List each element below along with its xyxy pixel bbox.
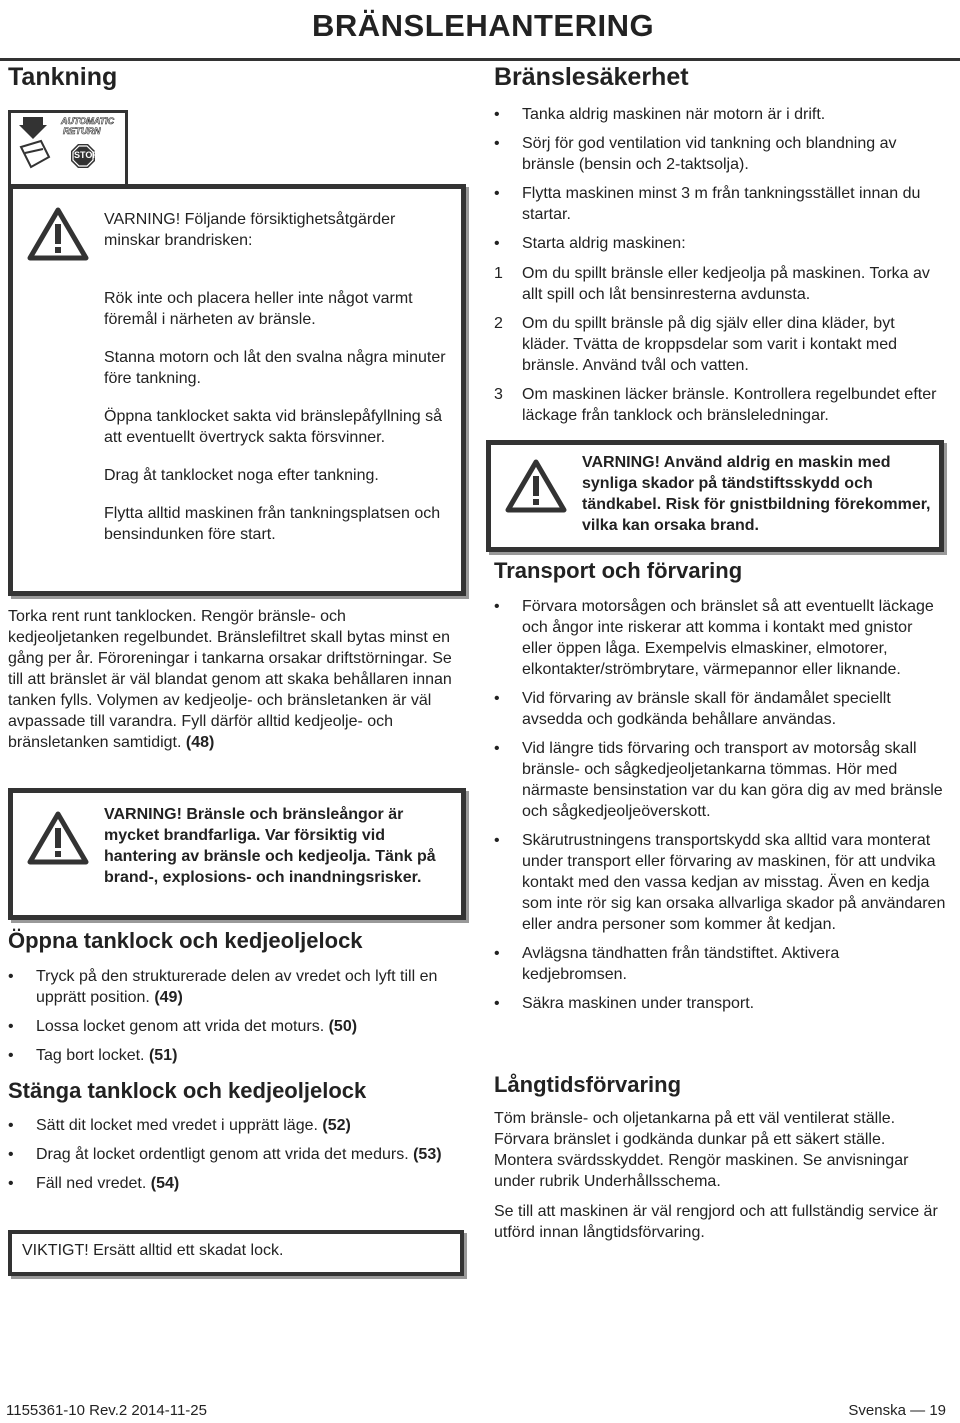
transport-list [494,596,946,1022]
numbered-item: 3 Om maskinen läcker bränsle. Kontrollera regelbundet efter läckage från tanklock och bränsleledningar. [494,386,937,424]
page-number: 19 [929,1402,946,1419]
return-label: RETURN [63,126,101,136]
safety-numbered-list [494,263,946,434]
language-label: Svenska [848,1402,906,1419]
fuel-warning-text: VARNING! Bränsle och bränsleångor är mycket brandfarliga. Var försiktig vid hantering av bränsle och kedjeolja. Tänk på brand-, explosions- och inandningsrisker. [104,806,436,886]
warning-item: Öppna tanklocket sakta vid bränslepåfyllning så att eventuellt övertryck sakta försvinner. [104,408,442,446]
warning-triangle-icon [27,207,89,261]
important-note: VIKTIGT! Ersätt alltid ett skadat lock. [22,1242,284,1259]
list-item: • Starta aldrig maskinen: [494,233,946,254]
list-item: • Avlägsna tändhatten från tändstiftet. Aktivera kedjebromsen. [494,943,946,985]
list-item: • Tag bort locket. (51) [8,1045,464,1066]
list-item: • Vid längre tids förvaring och transport av motorsåg skall bränsle- och sågkedjeoljetankarna tömmas. Hör med närmaste bensinstation var du kan göra dig av med bränsle och sågkedjeoljeöverskott. [494,738,946,822]
stop-label: STOP [74,150,99,160]
list-item: • Drag åt locket ordentligt genom att vrida det medurs. (53) [8,1144,464,1165]
list-item: • Vid förvaring av bränsle skall för ändamålet speciellt avsedda och godkända behållare användas. [494,688,946,730]
warning-triangle-icon [27,811,89,865]
section-title-safety: Bränslesäkerhet [494,63,689,91]
right-column [494,60,946,1241]
section-title-open-caps: Öppna tanklock och kedjeoljelock [8,928,363,953]
document-id: 1155361-10 Rev.2 2014-11-25 [6,1402,207,1419]
tankning-body-text: Torka rent runt tanklocken. Rengör bränsle- och kedjeoljetanken regelbundet. Bränslefiltret skall bytas minst en gång per år. Föroreningar i tankarna orsakar driftstörningar. Se till att bränslet är väl blandat genom att skaka behållaren innan tanken fylls. Volymen av kedjeolje- och bränsletanken är väl avpassade till varandra. Fyll därför alltid kedjeolje- och bränsletanken samtidigt. [8,608,452,751]
page-header-title: BRÄNSLEHANTERING [312,8,655,43]
figure-ref: (48) [185,734,215,751]
list-item: • Skärutrustningens transportskydd ska alltid vara monterat under transport eller förvaring av maskinen, för att undvika kontakt med den vassa kedjan av misstag. Även en kedja som inte rör sig kan orsaka allvarliga skador på användaren eller andra personer som kommer åt kedjan. [494,830,946,935]
section-title-transport: Transport och förvaring [494,558,743,583]
spark-warning-box [486,440,944,552]
warning-item: Rök inte och placera heller inte något varmt föremål i närheten av bränsle. [104,290,413,328]
warning-item: Drag åt tanklocket noga efter tankning. [104,467,379,484]
list-item: • Förvara motorsågen och bränslet så att eventuellt läckage och ångor inte riskerar att komma i kontakt med gnistor eller öppen låga. Exempelvis elmaskiner, elmotorer, elkontakter/strömbrytare, värmepannor eller liknande. [494,596,946,680]
numbered-item: 1 Om du spillt bränsle eller kedjeolja på maskinen. Torka av allt spill och låt bensinresterna avdunsta. [494,265,930,303]
automatic-label: AUTOMATIC [61,116,115,126]
fuel-warning-box [8,788,466,920]
section-title-close-caps: Stänga tanklock och kedjeoljelock [8,1078,367,1103]
section-title-tankning: Tankning [8,63,118,91]
important-note-box [8,1230,464,1276]
section-title-longterm: Långtidsförvaring [494,1072,682,1097]
list-item: • Lossa locket genom att vrida det moturs. (50) [8,1016,464,1037]
warning-heading: VARNING! Följande försiktighetsåtgärder minskar brandrisken: [104,211,396,249]
safety-list [494,104,946,262]
left-column [8,60,466,1259]
longterm-paragraph-1: Töm bränsle- och oljetankarna på ett väl ventilerat ställe. Förvara bränslet i godkända dunkar på ett säkert ställe. Montera svärdsskyddet. Rengör maskinen. Se anvisningar under rubrik Underhållsschema. [494,1110,909,1190]
list-item: • Sätt dit locket med vredet i upprätt läge. (52) [8,1115,464,1136]
list-item: • Säkra maskinen under transport. [494,993,946,1014]
close-caps-list [8,1115,464,1202]
numbered-item: 2 Om du spillt bränsle på dig själv eller dina kläder, byt kläder. Tvätta de kroppsdelar som varit i kontakt med bränsle. Använd tvål och vatten. [494,315,897,374]
automatic-return-stop-symbol [8,110,128,188]
list-item: • Tanka aldrig maskinen när motorn är i drift. [494,104,946,125]
warning-item: Flytta alltid maskinen från tankningsplatsen och bensindunken före start. [104,505,441,543]
list-item: • Fäll ned vredet. (54) [8,1173,464,1194]
longterm-paragraph-2: Se till att maskinen är väl rengjord och att fullständig service är utförd innan långtidsförvaring. [494,1203,938,1241]
list-item: • Flytta maskinen minst 3 m från tankningsstället innan du startar. [494,183,946,225]
warning-triangle-icon [505,459,567,513]
tankning-body [8,606,458,753]
list-item: • Sörj för god ventilation vid tankning och blandning av bränsle (bensin och 2-taktsolja). [494,133,946,175]
footer-dash: — [910,1402,926,1419]
page-footer [848,1402,946,1419]
spark-warning-text: VARNING! Använd aldrig en maskin med synliga skador på tändstiftsskydd och tändkabel. Risk för gnistbildning förekommer, vilka kan orsaka brand. [582,454,931,534]
open-caps-list [8,966,464,1074]
list-item: • Tryck på den strukturerade delen av vredet och lyft till en upprätt position. (49) [8,966,464,1008]
fire-warning-box [8,184,466,596]
warning-item: Stanna motorn och låt den svalna några minuter före tankning. [104,349,446,387]
